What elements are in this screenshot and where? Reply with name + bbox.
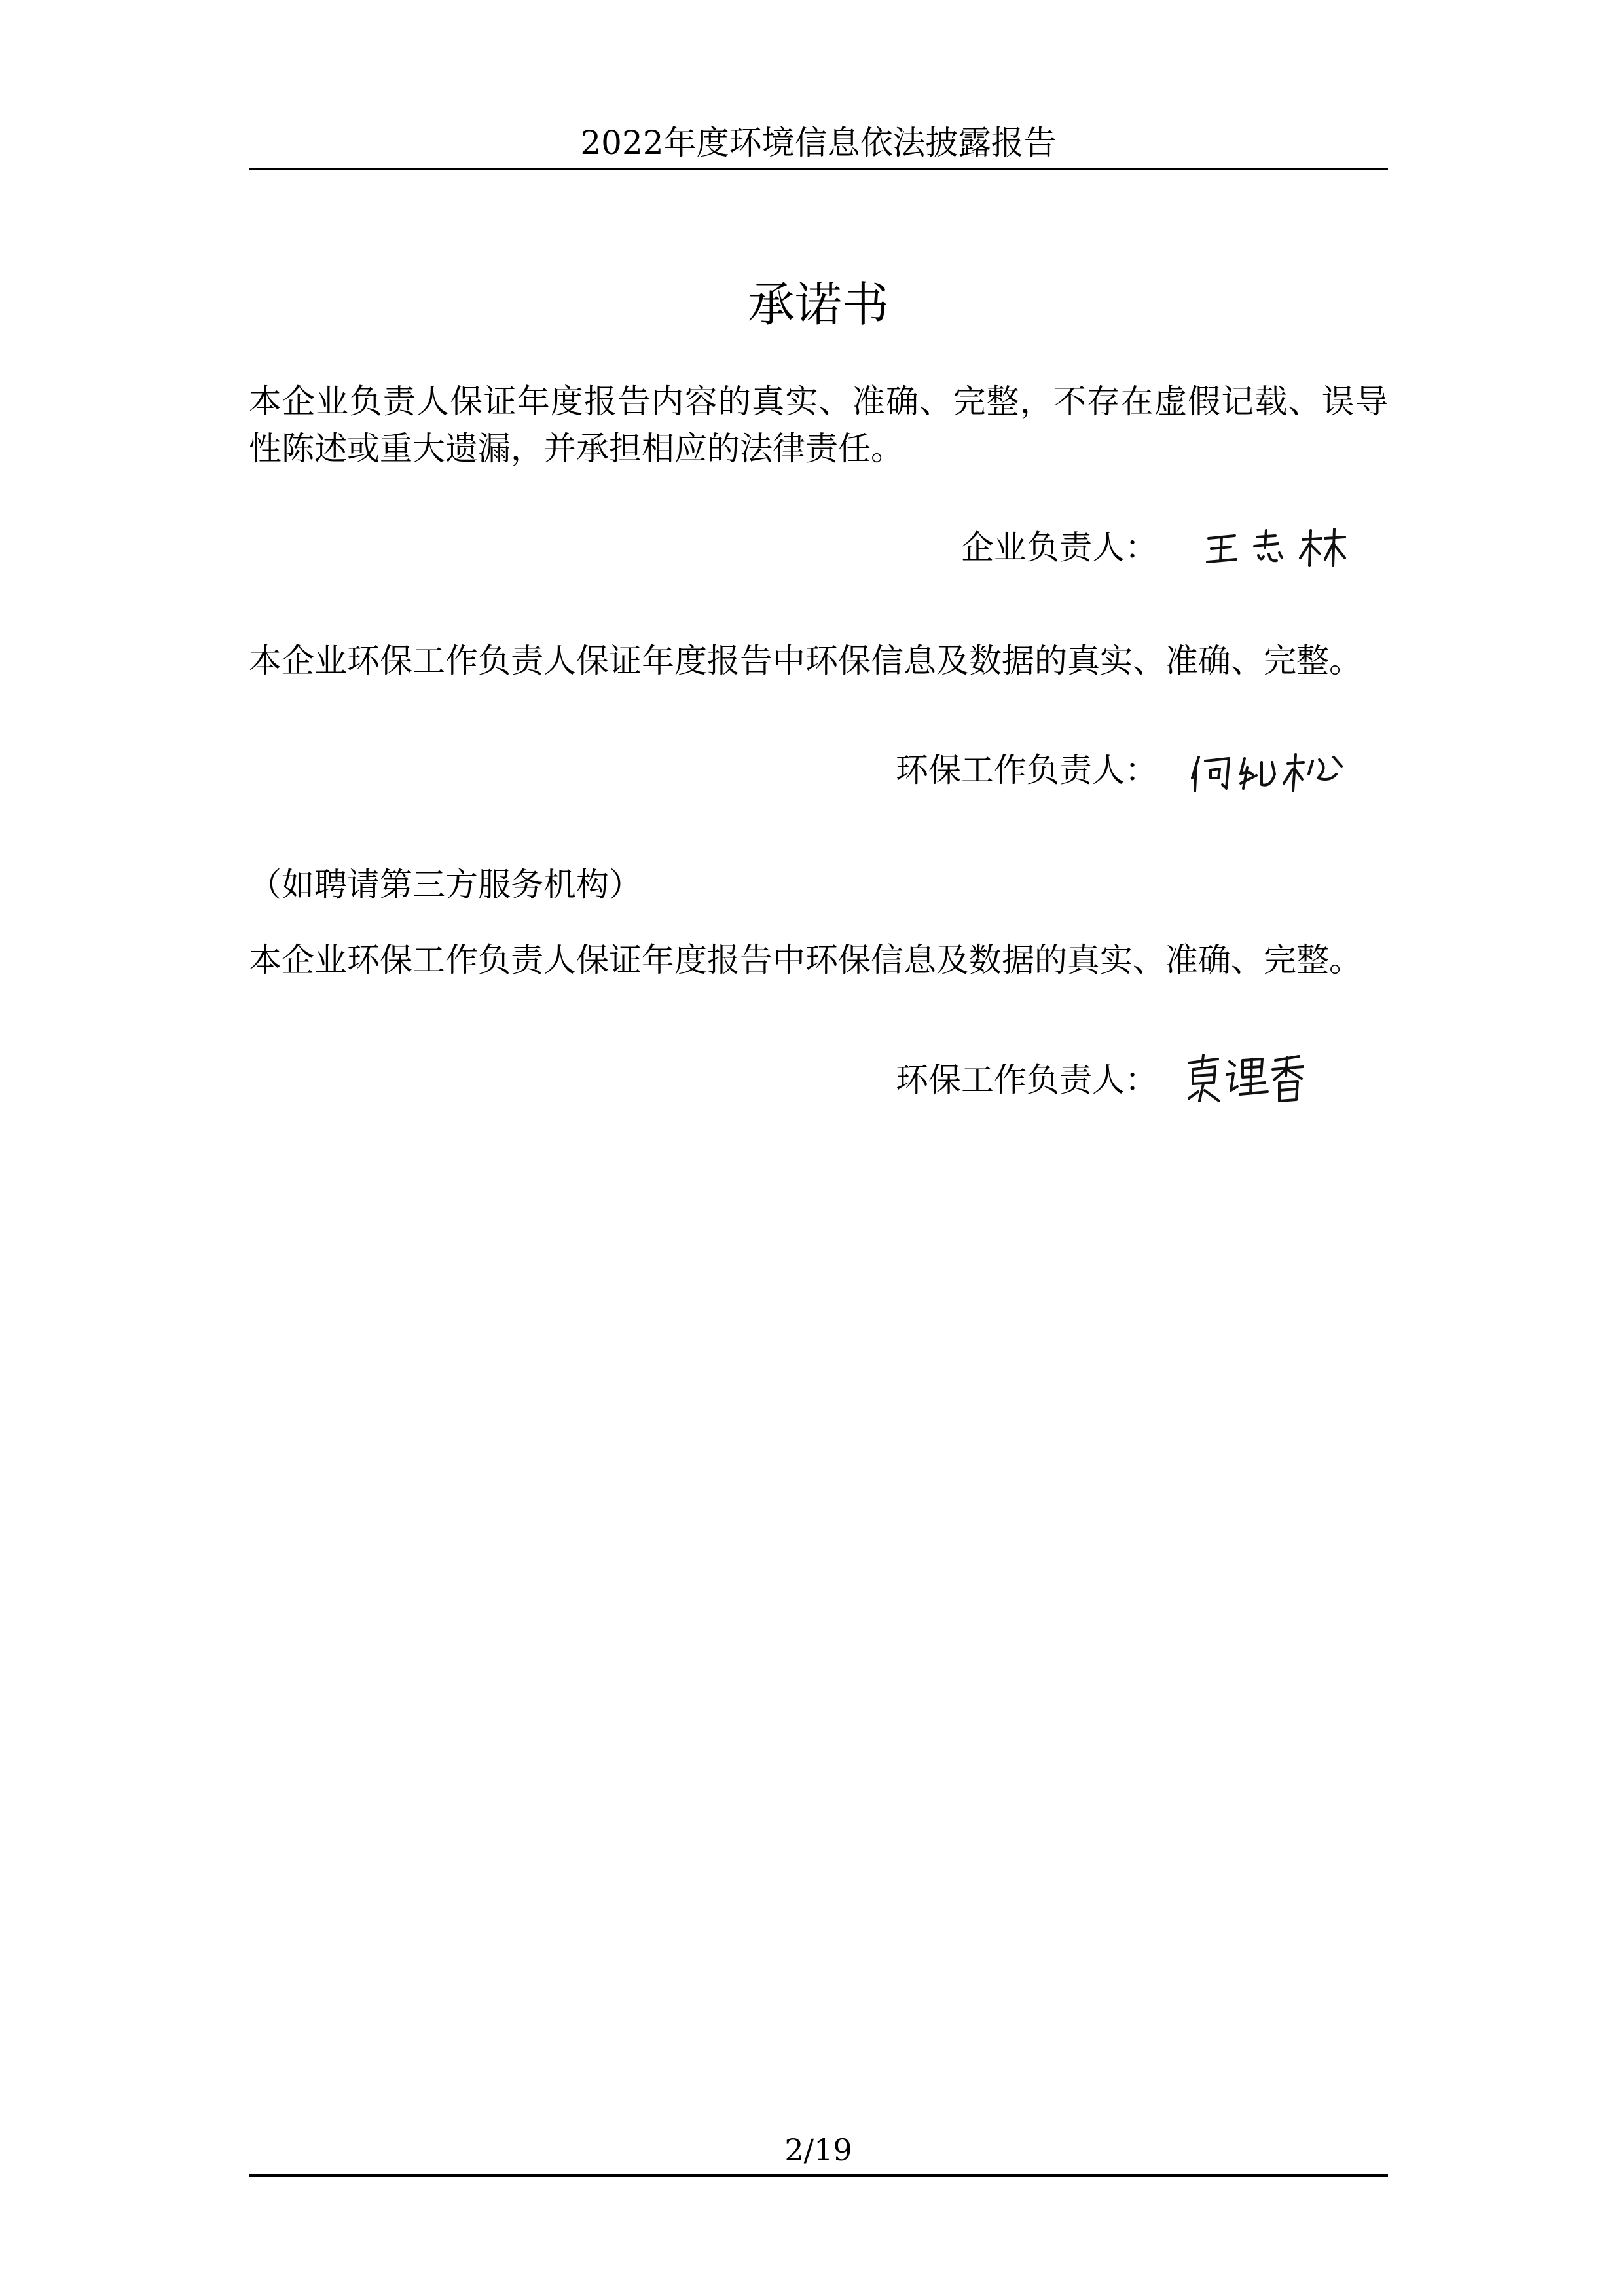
page-number: 2/19	[784, 2132, 852, 2168]
signature-label-third-party-env-head: 环保工作负责人：	[896, 1061, 1158, 1099]
footer-rule	[249, 2174, 1388, 2177]
commitment-paragraph-responsible-person: 本企业负责人保证年度报告内容的真实、准确、完整，不存在虚假记载、误导性陈述或重大遗漏，并承担相应的法律责任。	[249, 382, 1388, 468]
signature-label-enterprise-head: 企业负责人：	[961, 528, 1158, 566]
handwritten-signature-third-party-env-head	[1184, 1050, 1308, 1109]
header-rule	[249, 168, 1388, 170]
document-title: 承诺书	[747, 277, 889, 332]
commitment-paragraph-env-head: 本企业环保工作负责人保证年度报告中环保信息及数据的真实、准确、完整。	[249, 642, 1362, 680]
handwritten-signature-env-head	[1188, 748, 1359, 800]
third-party-note: （如聘请第三方服务机构）	[249, 866, 642, 904]
commitment-paragraph-third-party: 本企业环保工作负责人保证年度报告中环保信息及数据的真实、准确、完整。	[249, 941, 1362, 979]
handwritten-signature-enterprise-head	[1205, 524, 1349, 570]
page-header-title: 2022年度环境信息依法披露报告	[580, 124, 1057, 162]
signature-label-env-head: 环保工作负责人：	[896, 751, 1158, 789]
